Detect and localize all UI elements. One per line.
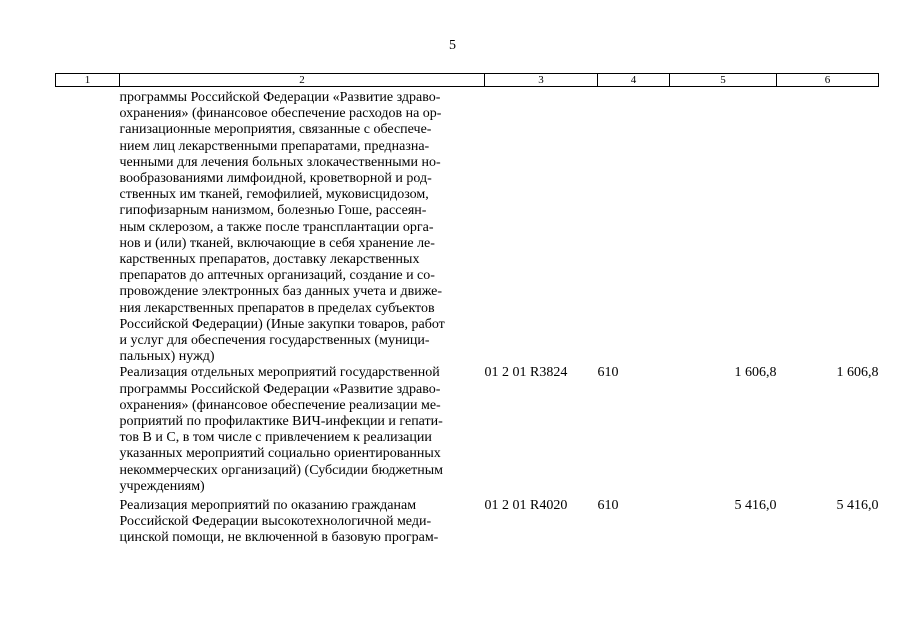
description-line: ганизационные мероприятия, связанные с обеспече- xyxy=(119,122,432,138)
description-line: препаратов до аптечных организаций, создание и со- xyxy=(119,268,435,284)
expense-type-cell: 610 xyxy=(597,498,619,514)
description-line: нием лиц лекарственными препаратами, предназна- xyxy=(119,138,430,154)
description-line: ния лекарственных препаратов в пределах субъектов xyxy=(119,300,435,316)
page-number: 5 xyxy=(449,38,456,53)
description-line: ным склерозом, а также после трансплантации орга- xyxy=(119,219,434,235)
description-line: вообразованиями лимфоидной, кроветворной и род- xyxy=(119,171,432,187)
row-number-cell xyxy=(56,498,120,547)
budget-table xyxy=(55,73,879,547)
description-cell xyxy=(120,90,485,365)
target-article-code-cell: 01 2 01 R4020 xyxy=(484,498,568,514)
description-line: роприятий по профилактике ВИЧ-инфекции и гепати- xyxy=(119,414,443,430)
description-line: Российской Федерации высокотехнологичной меди- xyxy=(119,514,432,530)
description-line: карственных препаратов, доставку лекарственных xyxy=(119,252,420,268)
amount-cell-col6 xyxy=(777,90,879,365)
expense-type-cell xyxy=(598,90,670,365)
description-line: программы Российской Федерации «Развитие здраво- xyxy=(119,381,441,397)
description-line: ственных им тканей, гемофилией, муковисцидозом, xyxy=(119,187,429,203)
description-line: тов B и C, в том числе с привлечением к реализации xyxy=(119,430,432,446)
amount-cell-col5 xyxy=(670,90,777,365)
description-line: некоммерческих организаций) (Субсидии бюджетным xyxy=(119,462,444,478)
description-line: пальных) нужд) xyxy=(119,349,215,365)
column-header-5: 5 xyxy=(670,74,777,87)
amount-cell-col6: 5 416,0 xyxy=(836,498,879,514)
description-line: и услуг для обеспечения государственных (муници- xyxy=(119,333,430,349)
amount-cell-col5: 1 606,8 xyxy=(734,365,777,381)
column-header-3: 3 xyxy=(485,74,598,87)
table-row xyxy=(56,365,879,495)
description-line: цинской помощи, не включенной в базовую програм- xyxy=(119,530,439,546)
column-header-6: 6 xyxy=(777,74,879,87)
amount-cell-col5: 5 416,0 xyxy=(734,498,777,514)
table-row xyxy=(56,498,879,547)
row-number-cell xyxy=(56,90,120,365)
description-line: программы Российской Федерации «Развитие здраво- xyxy=(119,90,441,105)
column-header-1: 1 xyxy=(56,74,120,87)
description-line: гипофизарным нанизмом, болезнью Гоше, рассеян- xyxy=(119,203,427,219)
amount-cell-col6: 1 606,8 xyxy=(836,365,879,381)
description-line: охранения» (финансовое обеспечение реализации ме- xyxy=(119,397,441,413)
target-article-code-cell: 01 2 01 R3824 xyxy=(484,365,568,381)
description-line: ченными для лечения больных злокачественными но- xyxy=(119,154,441,170)
description-cell xyxy=(120,365,485,495)
description-line: нов и (или) тканей, включающие в себя хранение ле- xyxy=(119,235,435,251)
column-header-4: 4 xyxy=(598,74,670,87)
column-number-header-row xyxy=(56,74,879,87)
description-line: Реализация отдельных мероприятий государственной xyxy=(119,365,440,381)
description-line: указанных мероприятий социально ориентированных xyxy=(119,446,441,462)
target-article-code-cell xyxy=(485,90,598,365)
expense-type-cell: 610 xyxy=(597,365,619,381)
description-line: провождение электронных баз данных учета и движе- xyxy=(119,284,443,300)
column-header-2: 2 xyxy=(120,74,485,87)
description-line: учреждениям) xyxy=(119,478,205,494)
description-line: охранения» (финансовое обеспечение расходов на ор- xyxy=(119,106,442,122)
description-line: Российской Федерации) (Иные закупки товаров, работ xyxy=(119,316,445,332)
row-number-cell xyxy=(56,365,120,495)
description-line: Реализация мероприятий по оказанию гражданам xyxy=(119,498,417,514)
table-row xyxy=(56,90,879,365)
description-cell xyxy=(120,498,485,547)
